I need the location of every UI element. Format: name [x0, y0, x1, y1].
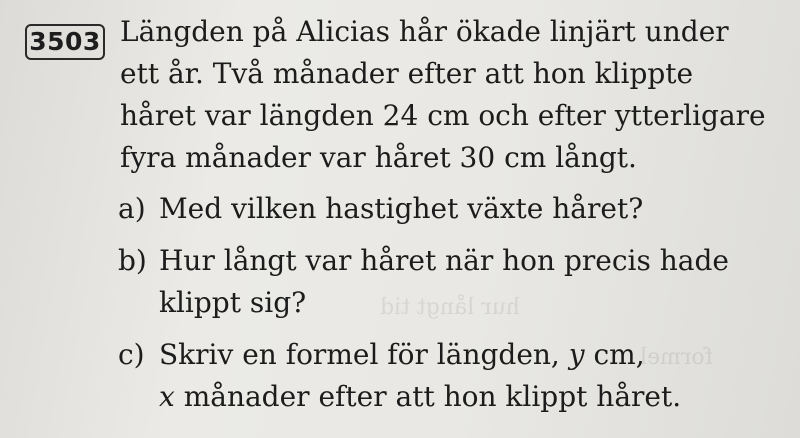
part-c-text-segment: månader efter att hon klippt håret. [183, 380, 682, 413]
part-b-marker: b) [118, 244, 147, 277]
variable-x: x [159, 380, 175, 413]
part-c-question-line2 [159, 378, 681, 416]
problem-intro-line: ett år. Två månader efter att hon klippte [120, 57, 694, 90]
problem-intro-line: håret var längden 24 cm och efter ytterligare [120, 99, 766, 132]
part-b-question-line1: Hur långt var håret när hon precis hade [159, 244, 729, 277]
part-c-question-line1 [159, 336, 645, 374]
part-c-marker: c) [118, 338, 145, 371]
part-c-text-segment: cm, [593, 338, 645, 371]
part-c-text-segment: Skriv en formel för längden, [159, 338, 560, 371]
problem-intro-line: Längden på Alicias hår ökade linjärt under [120, 15, 729, 48]
part-b-question-line2: klippt sig? [159, 286, 307, 319]
part-a-marker: a) [118, 192, 146, 225]
variable-y: y [568, 338, 585, 371]
problem-number-badge: 3503 [25, 24, 105, 60]
bleed-through-text: hur långt tid [380, 295, 521, 320]
bleed-through-text: formel [640, 345, 713, 370]
part-a-question: Med vilken hastighet växte håret? [159, 192, 644, 225]
problem-intro-line: fyra månader var håret 30 cm långt. [120, 141, 637, 174]
